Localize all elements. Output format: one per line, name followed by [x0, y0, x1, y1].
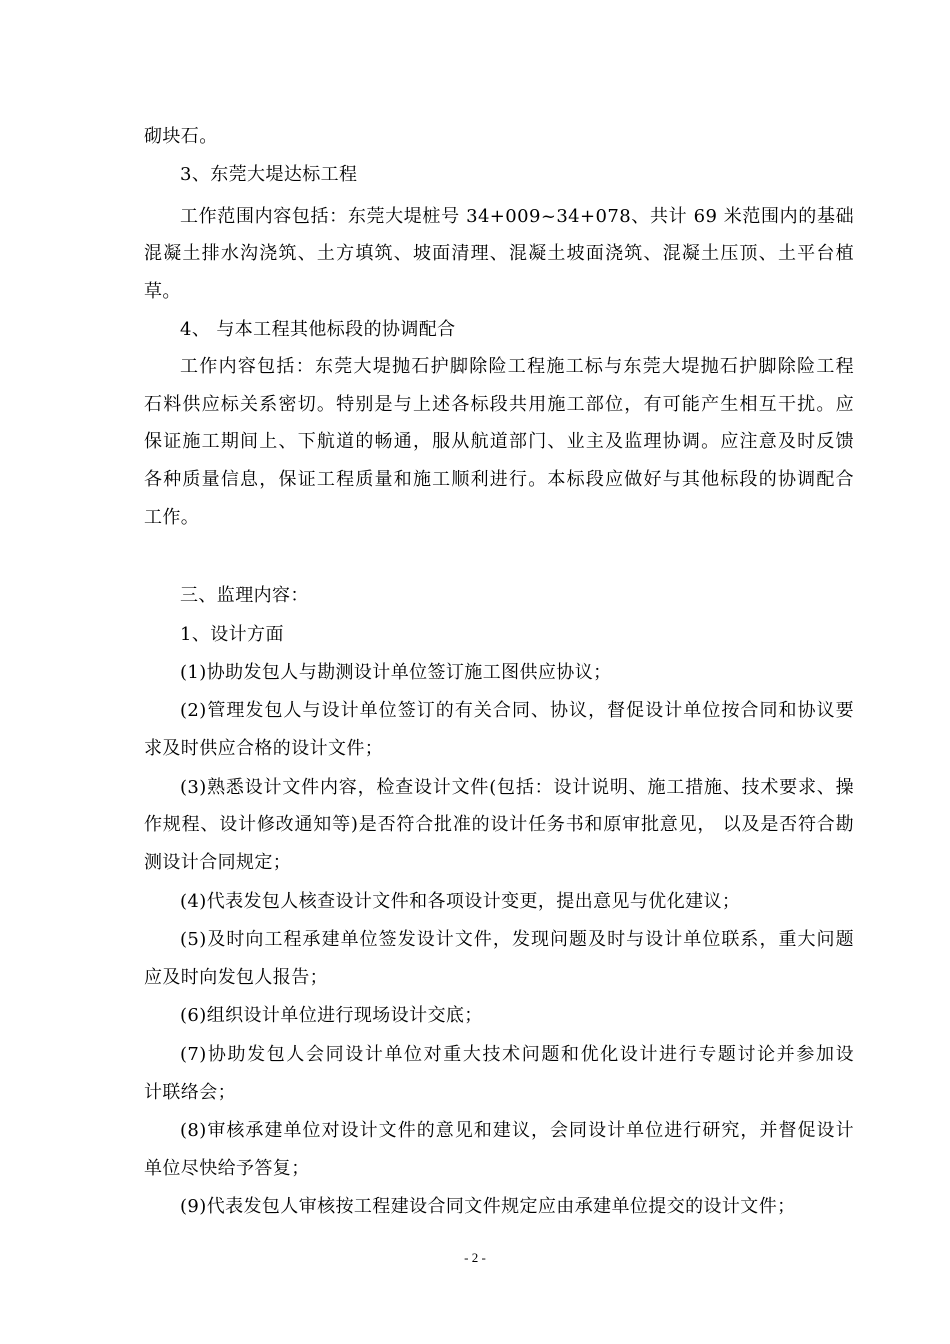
text-line: 混凝土排水沟浇筑、土方填筑、坡面清理、混凝土坡面浇筑、混凝土压顶、土平台植 — [144, 243, 854, 264]
text-line: 工作范围内容包括：东莞大堤桩号 34+009~34+078、共计 69 米范围内的基础 — [180, 206, 854, 227]
list-item: (7)协助发包人会同设计单位对重大技术问题和优化设计进行专题讨论并参加设 — [180, 1044, 854, 1065]
list-item: (5)及时向工程承建单位签发设计文件，发现问题及时与设计单位联系，重大问题 — [180, 929, 854, 950]
text-line: 应及时向发包人报告； — [144, 967, 328, 988]
text-line: 工作。 — [144, 507, 200, 528]
list-item: (1)协助发包人与勘测设计单位签订施工图供应协议； — [180, 662, 612, 683]
list-item: (3)熟悉设计文件内容，检查设计文件(包括：设计说明、施工措施、技术要求、操 — [180, 777, 854, 798]
text-line: 求及时供应合格的设计文件； — [144, 738, 384, 759]
text-line: 测设计合同规定； — [144, 852, 292, 873]
list-item: (9)代表发包人审核按工程建设合同文件规定应由承建单位提交的设计文件； — [180, 1196, 796, 1217]
text-line: 计联络会； — [144, 1082, 236, 1103]
text-line: 作规程、设计修改通知等)是否符合批准的设计任务书和原审批意见， 以及是否符合勘 — [144, 814, 854, 835]
text-line: 工作内容包括：东莞大堤抛石护脚除险工程施工标与东莞大堤抛石护脚除险工程 — [180, 356, 854, 377]
section-heading: 4、 与本工程其他标段的协调配合 — [180, 319, 456, 340]
list-item: (4)代表发包人核查设计文件和各项设计变更，提出意见与优化建议； — [180, 891, 741, 912]
text-line: 各种质量信息，保证工程质量和施工顺利进行。本标段应做好与其他标段的协调配合 — [144, 469, 854, 490]
section-heading: 1、设计方面 — [180, 624, 284, 645]
list-item: (2)管理发包人与设计单位签订的有关合同、协议，督促设计单位按合同和协议要 — [180, 700, 854, 721]
text-line: 砌块石。 — [144, 126, 218, 147]
list-item: (6)组织设计单位进行现场设计交底； — [180, 1005, 483, 1026]
section-heading: 3、东莞大堤达标工程 — [180, 164, 358, 185]
text-line: 石料供应标关系密切。特别是与上述各标段共用施工部位，有可能产生相互干扰。应 — [144, 394, 854, 415]
section-heading: 三、监理内容： — [180, 585, 309, 606]
list-item: (8)审核承建单位对设计文件的意见和建议，会同设计单位进行研究，并督促设计 — [180, 1120, 854, 1141]
text-line: 保证施工期间上、下航道的畅通，服从航道部门、业主及监理协调。应注意及时反馈 — [144, 431, 854, 452]
text-line: 草。 — [144, 281, 181, 302]
text-line: 单位尽快给予答复； — [144, 1158, 310, 1179]
page-number: - 2 - — [464, 1250, 486, 1265]
